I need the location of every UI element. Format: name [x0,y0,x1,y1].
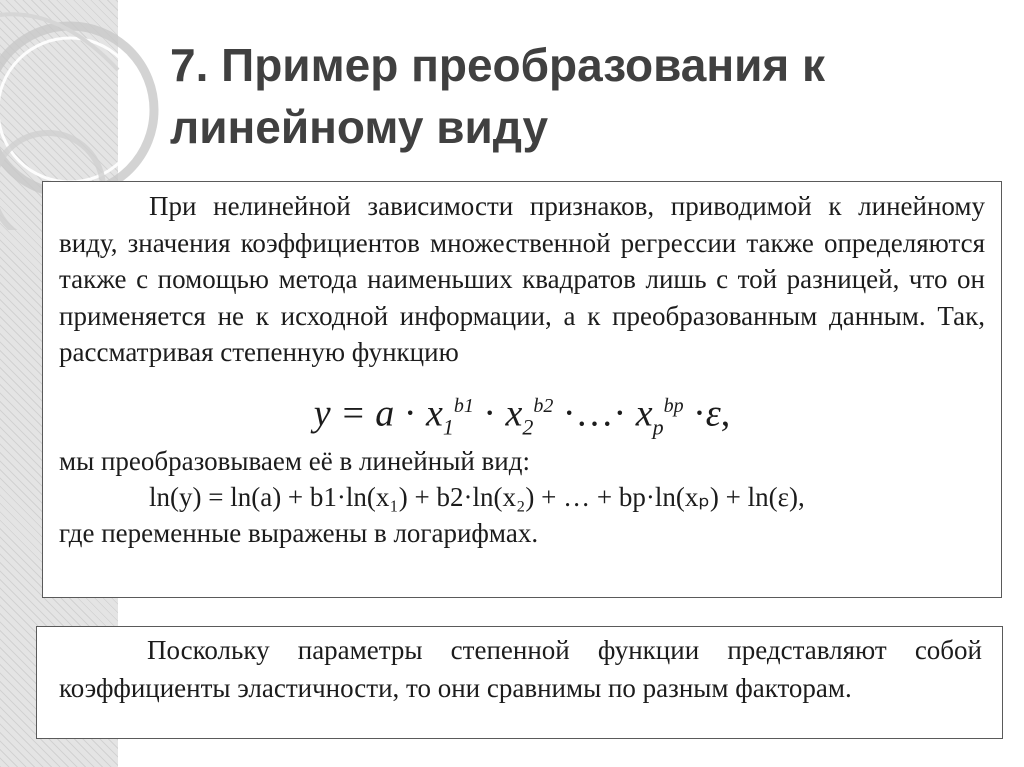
text-box-elasticity [36,626,1003,739]
slide-title [170,34,990,158]
formula-lhs: y = a [313,392,395,435]
title-line-1: 7. Пример преобразования к [170,39,826,91]
transform-intro: мы преобразовываем её в линейный вид: [59,445,530,476]
intro-paragraph: При нелинейной зависимости признаков, приводимой к линейному виду, значения коэффициентов множественной регрессии также определяются также с помощью метода наименьших квадратов лишь с той разницей, что он применяется не к исходной информации, а к преобразованным данным. Так, рассматривая степенную функцию [59,191,985,367]
log-equation: ln(y) = ln(a) + b1·ln(x₁) + b2·ln(x₂) + … + bp·ln(xₚ) + ln(ε), [149,481,805,512]
conclusion-text: где переменные выражены в логарифмах. [59,517,539,548]
title-line-2: линейному виду [170,101,549,153]
text-box-regression [42,181,1002,598]
power-function-formula: $y = a \cdot x_1^{b1} \cdot x_2^{b2}$ ·…· $x_p^{bp} \cdot\varepsilon$, [313,392,731,439]
elasticity-paragraph: Поскольку параметры степенной функции представляют собой коэффициенты эластичности, то они сравнимы по разным факторам. [59,635,982,703]
